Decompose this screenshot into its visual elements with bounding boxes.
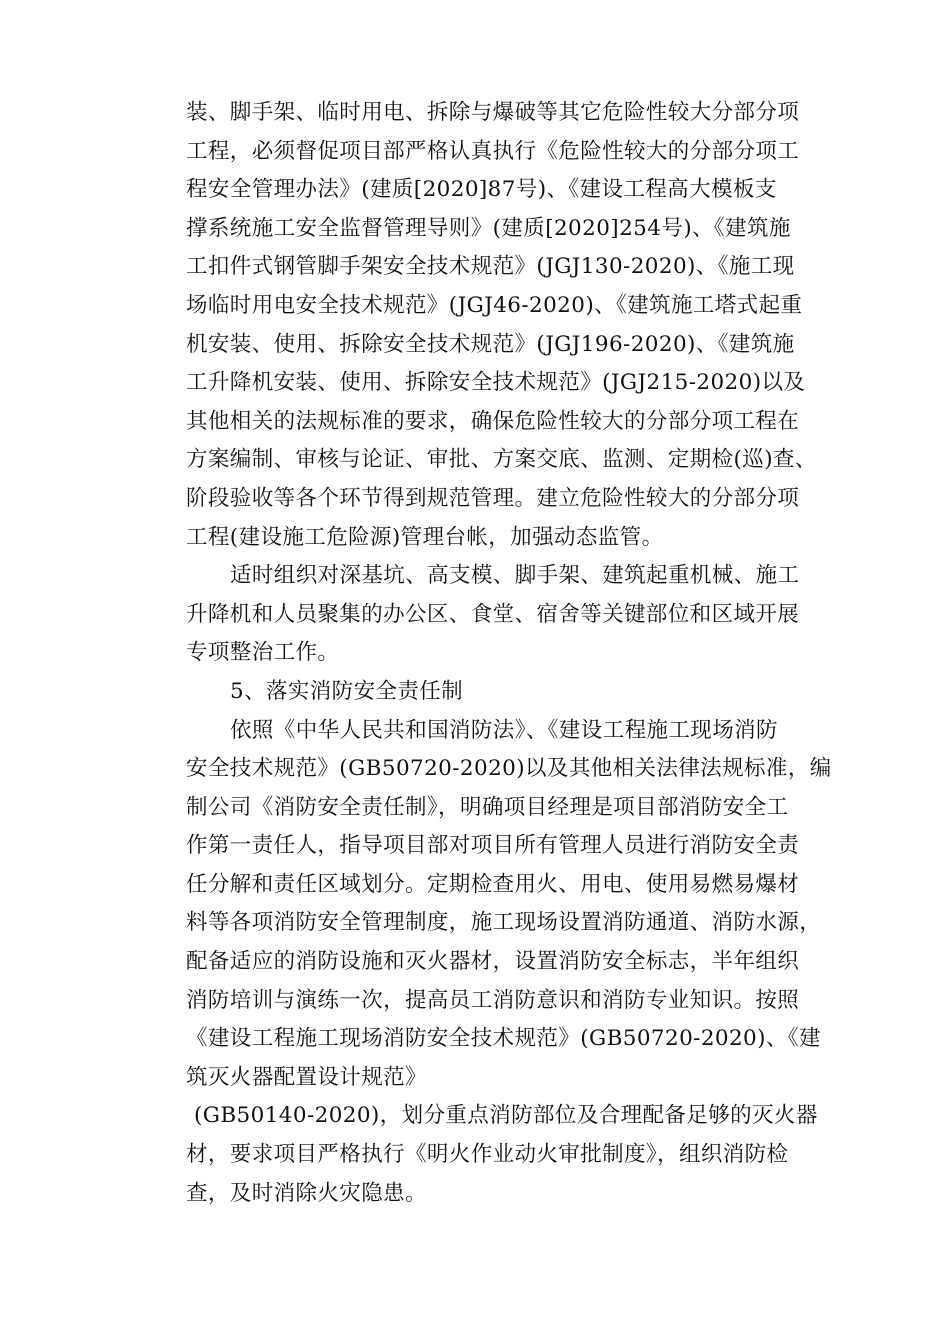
- text-line: 工扣件式钢管脚手架安全技术规范》(JGJ130-2020)、《施工现: [186, 254, 795, 280]
- text-line: 料等各项消防安全管理制度，施工现场设置消防通道、消防水源，: [186, 910, 822, 936]
- text-line: 查，及时消除火灾隐患。: [186, 1180, 427, 1206]
- text-line: 《建设工程施工现场消防安全技术规范》(GB50720-2020)、《建: [186, 1026, 821, 1052]
- text-line: 配备适应的消防设施和灭火器材，设置消防安全标志，半年组织: [186, 949, 800, 975]
- text-line: 材，要求项目严格执行《明火作业动火审批制度》，组织消防检: [186, 1142, 789, 1168]
- text-line: 场临时用电安全技术规范》(JGJ46-2020)、《建筑施工塔式起重: [186, 292, 803, 318]
- text-line: 制公司《消防安全责任制》，明确项目经理是项目部消防安全工: [186, 794, 789, 820]
- text-line: 工程(建设施工危险源)管理台帐，加强动态监管。: [186, 524, 664, 550]
- paragraph-start-line: 依照《中华人民共和国消防法》、《建设工程施工现场消防: [230, 717, 778, 743]
- text-line: 程安全管理办法》(建质[2020]87号)、《建设工程高大模板支: [186, 177, 777, 203]
- text-line: 消防培训与演练一次，提高员工消防意识和消防专业知识。按照: [186, 987, 800, 1013]
- text-line: 撑系统施工安全监督管理导则》(建质[2020]254号)、《建筑施: [186, 215, 791, 241]
- section-heading: 5、落实消防安全责任制: [230, 678, 464, 704]
- text-line: (GB50140-2020)，划分重点消防部位及合理配备足够的灭火器: [194, 1103, 818, 1129]
- document-body: [186, 94, 832, 1213]
- text-line: 其他相关的法规标准的要求，确保危险性较大的分部分项工程在: [186, 408, 800, 434]
- text-line: 任分解和责任区域划分。定期检查用火、用电、使用易燃易爆材: [186, 871, 800, 897]
- text-line: 方案编制、审核与论证、审批、方案交底、监测、定期检(巡)查、: [186, 447, 817, 473]
- text-line: 专项整治工作。: [186, 640, 340, 666]
- text-line: 安全技术规范》(GB50720-2020)以及其他相关法律法规标准，编: [186, 756, 832, 782]
- text-line: 筑灭火器配置设计规范》: [186, 1064, 427, 1090]
- text-line: 升降机和人员聚集的办公区、食堂、宿舍等关键部位和区域开展: [186, 601, 800, 627]
- text-line: 机安装、使用、拆除安全技术规范》(JGJ196-2020)、《建筑施: [186, 331, 795, 357]
- text-line: 作第一责任人，指导项目部对项目所有管理人员进行消防安全责: [186, 833, 800, 859]
- text-line: 阶段验收等各个环节得到规范管理。建立危险性较大的分部分项: [186, 485, 800, 511]
- text-line: 工升降机安装、使用、拆除安全技术规范》(JGJ215-2020)以及: [186, 370, 806, 396]
- text-line: 装、脚手架、临时用电、拆除与爆破等其它危险性较大分部分项: [186, 100, 800, 125]
- text-line: 工程，必须督促项目部严格认真执行《危险性较大的分部分项工: [186, 138, 800, 164]
- paragraph-start-line: 适时组织对深基坑、高支模、脚手架、建筑起重机械、施工: [230, 563, 800, 589]
